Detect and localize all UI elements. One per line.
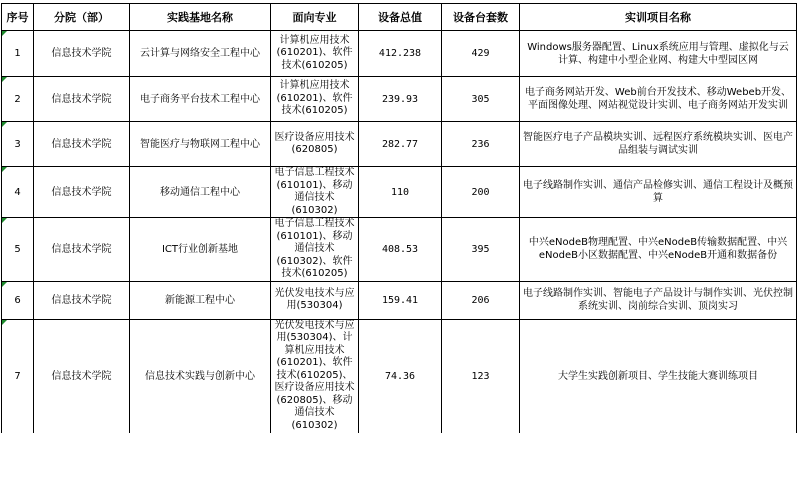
cell-college[interactable]: 信息技术学院 — [34, 122, 130, 167]
table-row — [2, 77, 797, 122]
cell-base-name[interactable]: 云计算与网络安全工程中心 — [130, 31, 271, 77]
cell-training-projects[interactable]: 电子线路制作实训、通信产品检修实训、通信工程设计及概预算 — [520, 167, 797, 218]
cell-training-projects[interactable]: Windows服务器配置、Linux系统应用与管理、虚拟化与云计算、构建中小型企业网、构建大中型园区网 — [520, 31, 797, 77]
cell-major[interactable]: 电子信息工程技术(610101)、移动通信技术(610302) — [271, 167, 359, 218]
cell-base-name[interactable]: 移动通信工程中心 — [130, 167, 271, 218]
cell-no[interactable] — [2, 167, 34, 218]
cell-no-text: 1 — [14, 48, 21, 59]
table-row — [2, 31, 797, 77]
cell-marker — [2, 167, 7, 172]
header-college[interactable]: 分院（部） — [34, 4, 130, 31]
cell-training-projects[interactable]: 电子线路制作实训、智能电子产品设计与制作实训、光伏控制系统实训、岗前综合实训、顶岗实习 — [520, 281, 797, 319]
cell-equipment-value[interactable]: 239.93 — [359, 77, 442, 122]
cell-marker — [2, 31, 7, 36]
cell-marker — [2, 122, 7, 127]
cell-equipment-count[interactable]: 305 — [442, 77, 520, 122]
cell-equipment-count[interactable]: 395 — [442, 218, 520, 282]
cell-major[interactable]: 光伏发电技术与应用(530304) — [271, 281, 359, 319]
cell-base-name[interactable]: ICT行业创新基地 — [130, 218, 271, 282]
cell-training-projects[interactable]: 电子商务网站开发、Web前台开发技术、移动Webeb开发、平面图像处理、网站视觉设计实训、电子商务网站开发实训 — [520, 77, 797, 122]
header-base-name[interactable]: 实践基地名称 — [130, 4, 271, 31]
cell-equipment-value[interactable]: 74.36 — [359, 319, 442, 433]
practice-base-table — [1, 3, 797, 433]
cell-equipment-value[interactable]: 408.53 — [359, 218, 442, 282]
cell-college[interactable]: 信息技术学院 — [34, 281, 130, 319]
cell-base-name[interactable]: 电子商务平台技术工程中心 — [130, 77, 271, 122]
cell-base-name[interactable]: 信息技术实践与创新中心 — [130, 319, 271, 433]
cell-marker — [2, 282, 7, 287]
cell-major[interactable]: 医疗设备应用技术(620805) — [271, 122, 359, 167]
cell-equipment-count[interactable]: 200 — [442, 167, 520, 218]
cell-no[interactable] — [2, 122, 34, 167]
table-row — [2, 218, 797, 282]
cell-equipment-count[interactable]: 236 — [442, 122, 520, 167]
cell-equipment-count[interactable]: 429 — [442, 31, 520, 77]
cell-no-text: 7 — [14, 370, 21, 382]
table-row — [2, 319, 797, 433]
cell-marker — [2, 320, 7, 325]
cell-no[interactable] — [2, 319, 34, 433]
cell-equipment-count[interactable]: 206 — [442, 281, 520, 319]
cell-training-projects[interactable]: 大学生实践创新项目、学生技能大赛训练项目 — [520, 319, 797, 433]
cell-no-text: 2 — [14, 93, 21, 105]
cell-no-text: 5 — [14, 243, 21, 255]
cell-equipment-value[interactable]: 412.238 — [359, 31, 442, 77]
cell-major[interactable]: 光伏发电技术与应用(530304)、计算机应用技术(610201)、软件技术(610205)、医疗设备应用技术(620805)、移动通信技术(610302) — [271, 319, 359, 433]
header-equipment-value[interactable]: 设备总值 — [359, 4, 442, 31]
cell-no[interactable] — [2, 77, 34, 122]
table-row — [2, 122, 797, 167]
cell-no[interactable] — [2, 31, 34, 77]
cell-equipment-value[interactable]: 110 — [359, 167, 442, 218]
cell-marker — [2, 77, 7, 82]
cell-training-projects[interactable]: 中兴eNodeB物理配置、中兴eNodeB传输数据配置、中兴eNodeB小区数据配置、中兴eNodeB开通和数据备份 — [520, 218, 797, 282]
cell-no[interactable] — [2, 218, 34, 282]
cell-training-projects[interactable]: 智能医疗电子产品模块实训、远程医疗系统模块实训、医电产品组装与调试实训 — [520, 122, 797, 167]
header-equipment-count[interactable]: 设备台套数 — [442, 4, 520, 31]
cell-major[interactable]: 电子信息工程技术(610101)、移动通信技术(610302)、软件技术(610205) — [271, 218, 359, 282]
cell-college[interactable]: 信息技术学院 — [34, 31, 130, 77]
cell-equipment-value[interactable]: 282.77 — [359, 122, 442, 167]
cell-college[interactable]: 信息技术学院 — [34, 167, 130, 218]
cell-college[interactable]: 信息技术学院 — [34, 218, 130, 282]
cell-base-name[interactable]: 智能医疗与物联网工程中心 — [130, 122, 271, 167]
header-training-projects[interactable]: 实训项目名称 — [520, 4, 797, 31]
cell-equipment-count[interactable]: 123 — [442, 319, 520, 433]
cell-no-text: 4 — [14, 186, 21, 198]
header-row — [2, 4, 797, 31]
cell-major[interactable]: 计算机应用技术(610201)、软件技术(610205) — [271, 77, 359, 122]
header-no[interactable]: 序号 — [2, 4, 34, 31]
cell-no-text: 6 — [14, 294, 21, 306]
table-row — [2, 167, 797, 218]
cell-major[interactable]: 计算机应用技术(610201)、软件技术(610205) — [271, 31, 359, 77]
cell-no-text: 3 — [14, 138, 21, 150]
cell-college[interactable]: 信息技术学院 — [34, 319, 130, 433]
header-major[interactable]: 面向专业 — [271, 4, 359, 31]
cell-base-name[interactable]: 新能源工程中心 — [130, 281, 271, 319]
cell-equipment-value[interactable]: 159.41 — [359, 281, 442, 319]
cell-college[interactable]: 信息技术学院 — [34, 77, 130, 122]
cell-marker — [2, 218, 7, 223]
cell-no[interactable] — [2, 281, 34, 319]
table-row — [2, 281, 797, 319]
